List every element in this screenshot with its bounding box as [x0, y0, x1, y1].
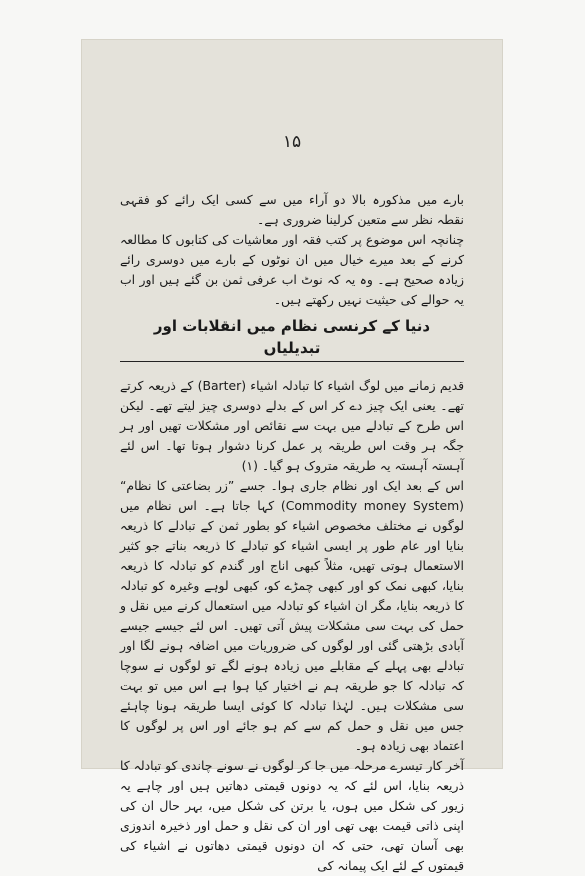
intro-paragraph: بارے میں مذکورہ بالا دو آراء میں سے کسی ایک رائے کو فقہی نقطہ نظر سے متعین کرلینا ضروری ہے۔ [120, 192, 464, 227]
body-paragraph: اس کے بعد ایک اور نظام جاری ہوا۔ جسے ”زر بضاعتی کا نظام“ (Commodity money System) کہا جاتا ہے۔ اس نظام میں لوگوں نے مختلف مخصوص اشیاء کو بطور ثمن کے تبادلے کا ذریعہ بنایا اور عام طور پر ایسی اشیاء کو تبادلے کا ذریعہ بناتے جو کثیر الاستعمال ہوتی تھیں، مثلاً کبھی اناج اور گندم کو تبادلہ کا ذریعہ بنایا، کبھی نمک کو اور کبھی چمڑے کو، کبھی لوہے وغیرہ کو تبادلہ کا ذریعہ بنایا، مگر ان اشیاء کو تبادلہ میں استعمال کرنے میں نقل و حمل کی بہت سی مشکلات پیش آتی تھیں۔ اس لئے جیسے جیسے آبادی بڑھتی گئی اور لوگوں کی ضروریات میں اضافہ ہونے لگا اور تبادلے بھی پہلے کے مقابلے میں زیادہ ہونے لگے تو لوگوں نے سوچا کہ تبادلہ کا جو طریقہ ہم نے اختیار کیا ہوا ہے اس میں تو بہت سی مشکلات ہیں۔ لہٰذا تبادلہ کا کوئی ایسا طریقہ ہونا چاہئے جس میں نقل و حمل کم سے کم ہو جائے اور اس پر لوگوں کا اعتماد بھی زیادہ ہو۔ [120, 478, 464, 753]
section-heading [120, 315, 464, 362]
body-paragraph: آخر کار تیسرے مرحلہ میں جا کر لوگوں نے سونے چاندی کو تبادلہ کا ذریعہ بنایا، اس لئے کہ یہ دونوں قیمتی دھاتیں ہیں اور چاہے یہ زیور کی شکل میں ہوں، یا برتن کی شکل میں، بہر حال ان کی اپنی ذاتی قیمت بھی تھی اور ان کی نقل و حمل اور ذخیرہ اندوزی بھی آسان تھی، حتی کہ ان دونوں قیمتی دھاتوں نے اشیاء کی قیمتوں کے لئے ایک پیمانہ کی [120, 758, 464, 873]
body-paragraph: قدیم زمانے میں لوگ اشیاء کا تبادلہ اشیاء (Barter) کے ذریعہ کرتے تھے۔ یعنی ایک چیز دے کر اس کے بدلے دوسری چیز لیتے تھے۔ لیکن اس طرح کے تبادلے میں بہت سے نقائص اور مشکلات تھیں اور ہر جگہ ہر وقت اس طریقہ پر عمل کرنا دشوار ہوتا تھا۔ اس لئے آہستہ آہستہ یہ طریقہ متروک ہو گیا۔ (۱) [120, 378, 464, 473]
page-number: ۱۵ [282, 132, 302, 152]
intro-text [120, 190, 464, 310]
book-page [82, 40, 502, 873]
intro-paragraph: چنانچہ اس موضوع پر کتب فقہ اور معاشیات کی کتابوں کا مطالعہ کرنے کے بعد میرے خیال میں ان نوٹوں کے بارے میں دوسری رائے زیادہ صحیح ہے۔ وہ یہ کہ نوٹ اب عرفی ثمن بن گئے ہیں اور اب یہ حوالے کی حیثیت نہیں رکھتے ہیں۔ [120, 232, 464, 307]
currency-section [120, 315, 464, 876]
section-heading-text: دنیا کے کرنسی نظام میں انقلابات اور تبدیلیاں [120, 315, 464, 362]
